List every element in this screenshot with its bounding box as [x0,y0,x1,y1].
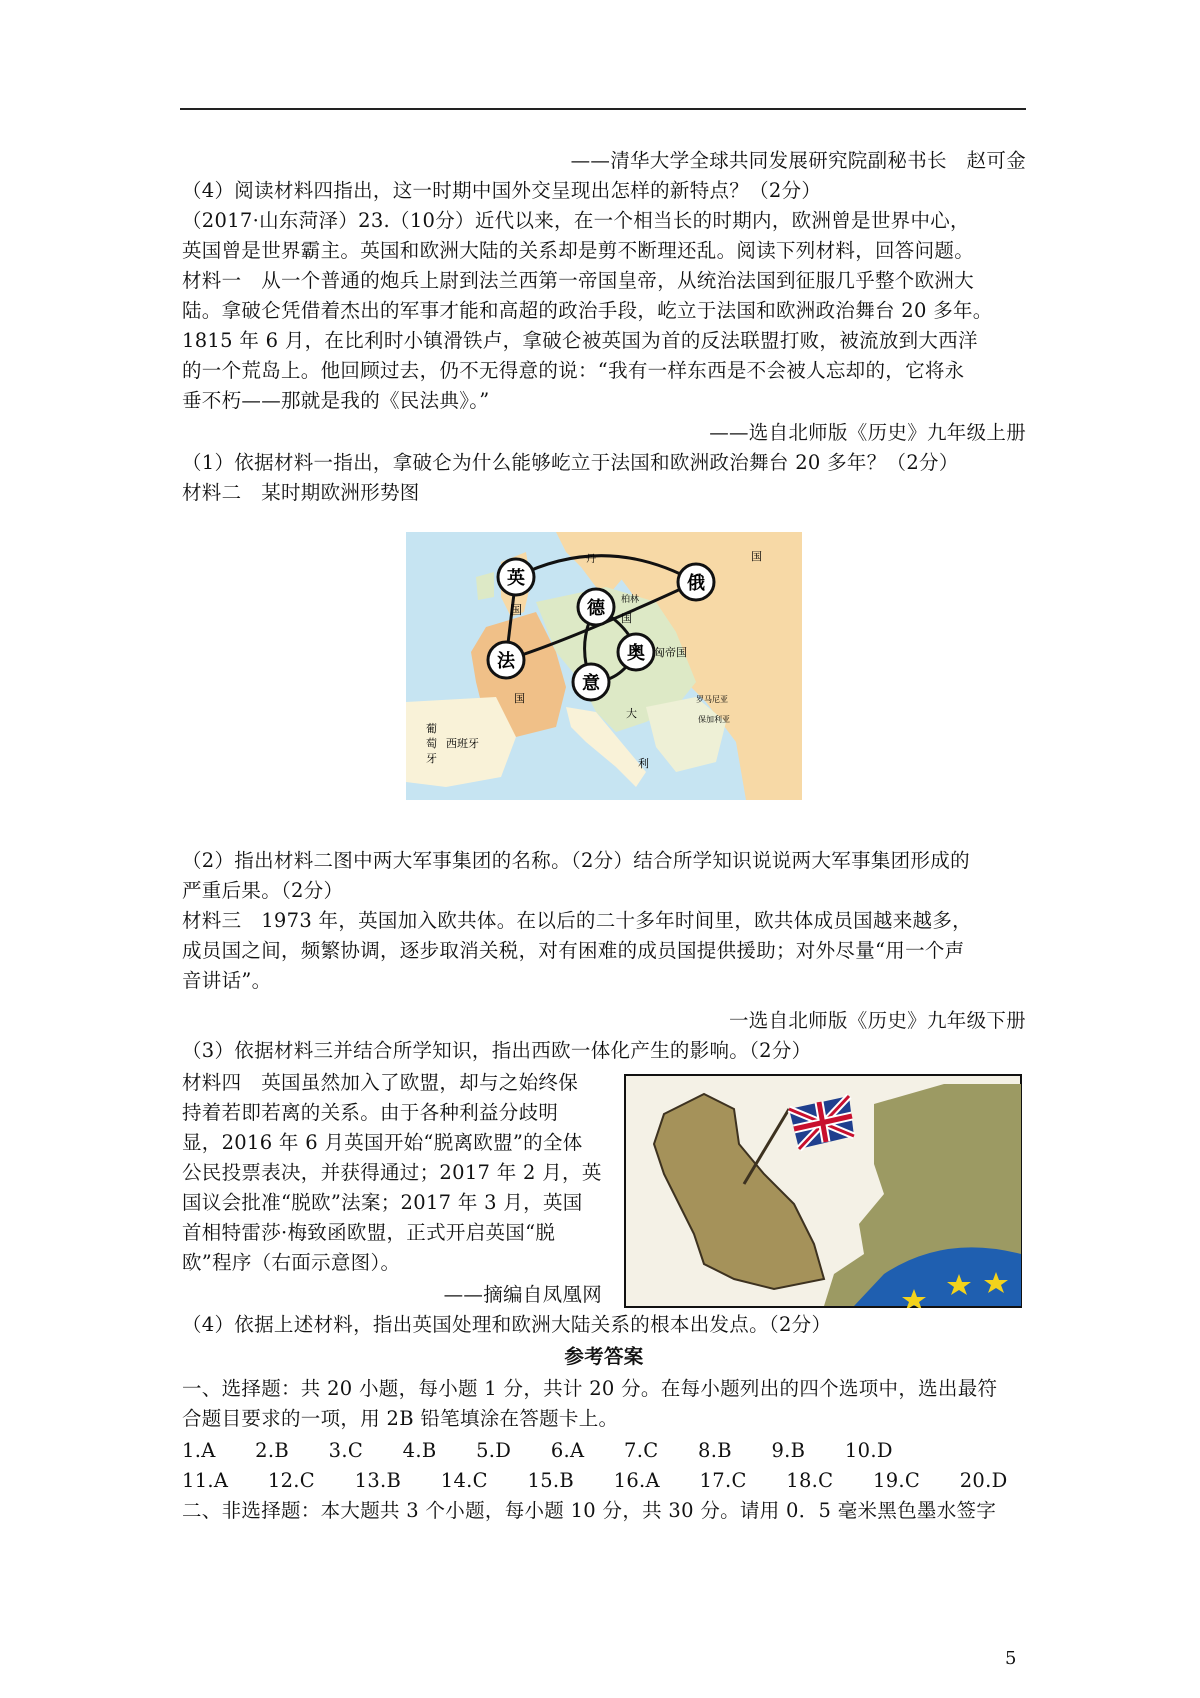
question-23-heading: （2017·山东菏泽）23.（10分）近代以来，在一个相当长的时期内，欧洲曾是世界中心， [182,209,970,232]
map-circle-label: 俄 [687,573,705,594]
map-circle-label: 法 [497,651,515,672]
map-circle-label: 意 [582,673,600,694]
material-2-title: 材料二 某时期欧洲形势图 [182,481,420,504]
map-label: 国 [509,603,523,617]
sub-question-1: （1）依据材料一指出，拿破仑为什么能够屹立于法国和欧洲政治舞台 20 多年？（2分） [182,451,959,474]
map-label: 西班牙 [446,737,479,750]
section-1-text: 一、选择题：共 20 小题，每小题 1 分，共计 20 分。在每小题列出的四个选项中，选出最符 [182,1377,998,1400]
section-1-text: 合题目要求的一项，用 2B 铅笔填涂在答题卡上。 [182,1407,619,1430]
header-rule [180,108,1026,110]
europe-map-figure [406,532,802,800]
brexit-cartoon-figure [624,1074,1022,1308]
material-3-source: 一选自北师版《历史》九年级下册 [728,1009,1026,1032]
map-circle-germany [578,589,614,625]
answer-row: 1.A 2.B 3.C 4.B 5.D 6.A 7.C 8.B 9.B 10.D [182,1439,893,1462]
map-circle-label: 英 [507,568,525,589]
map-label: 罗马尼亚 [696,695,728,704]
material-1-line: 的一个荒岛上。他回顾过去，仍不无得意的说：“我有一样东西是不会被人忘却的，它将永 [182,359,965,382]
map-label: 大 [626,707,637,720]
material-4-source: ——摘编自凤凰网 [443,1283,602,1306]
answers-title: 参考答案 [564,1345,644,1368]
material-1-line: 材料一 从一个普通的炮兵上尉到法兰西第一帝国皇帝，从统治法国到征服几乎整个欧洲大 [182,269,975,292]
map-circle-britain [498,559,534,595]
map-label: 保加利亚 [698,715,730,724]
material-1-line: 1815 年 6 月，在比利时小镇滑铁卢，拿破仑被英国为首的反法联盟打败，被流放到大西洋 [182,329,978,352]
material-4-line: 公民投票表决，并获得通过；2017 年 2 月，英 [182,1161,602,1184]
map-circle-russia [678,564,714,600]
material-4-line: 材料四 英国虽然加入了欧盟，却与之始终保 [182,1071,579,1094]
material-1-line: 陆。拿破仑凭借着杰出的军事才能和高超的政治手段，屹立于法国和欧洲政治舞台 20 多年。 [182,299,993,322]
map-circle-france [488,642,524,678]
map-label: 柏林 [621,595,640,605]
material-3-line: 材料三 1973 年，英国加入欧共体。在以后的二十多年时间里，欧共体成员国越来越多， [182,909,972,932]
material-4-line: 欧”程序（右面示意图）。 [182,1251,401,1274]
material-4-line: 首相特雷莎·梅致函欧盟，正式开启英国“脱 [182,1221,556,1244]
material-1-source: ——选自北师版《历史》九年级上册 [709,421,1026,444]
map-label: 葡 [426,722,437,735]
map-label: 国 [751,550,762,563]
map-label: 牙 [426,752,437,765]
map-label: 利 [638,757,649,770]
question-4-prev: （4）阅读材料四指出，这一时期中国外交呈现出怎样的新特点？（2分） [182,179,822,202]
material-4-line: 国议会批准“脱欧”法案；2017 年 3 月，英国 [182,1191,583,1214]
question-23-heading-2: 英国曾是世界霸主。英国和欧洲大陆的关系却是剪不断理还乱。阅读下列材料，回答问题。 [182,239,975,262]
page-number: 5 [1005,1648,1017,1669]
material-1-line: 垂不朽——那就是我的《民法典》。” [182,389,490,412]
map-circle-label: 奥 [627,643,645,664]
answer-row: 11.A 12.C 13.B 14.C 15.B 16.A 17.C 18.C 19.C 20.D [182,1469,1008,1492]
map-label: 国 [621,612,632,625]
map-circle-italy [573,664,609,700]
map-label: 匈帝国 [654,646,687,659]
section-2-text: 二、非选择题：本大题共 3 个小题，每小题 10 分，共 30 分。请用 0．5 毫米黑色墨水签字 [182,1499,997,1522]
material-3-line: 成员国之间，频繁协调，逐步取消关税，对有困难的成员国提供援助；对外尽量“用一个声 [182,939,965,962]
material-4-line: 持着若即若离的关系。由于各种利益分歧明 [182,1101,559,1124]
material-4-line: 显，2016 年 6 月英国开始“脱离欧盟”的全体 [182,1131,583,1154]
attribution: ——清华大学全球共同发展研究院副秘书长 赵可金 [570,149,1026,172]
sub-question-3: （3）依据材料三并结合所学知识，指出西欧一体化产生的影响。（2分） [182,1039,812,1062]
map-circle-label: 德 [587,598,605,619]
sub-question-4: （4）依据上述材料，指出英国处理和欧洲大陆关系的根本出发点。（2分） [182,1313,832,1336]
map-circle-austria [618,634,654,670]
material-3-line: 音讲话”。 [182,969,272,992]
map-label: 丹 [586,554,596,565]
sub-question-2: （2）指出材料二图中两大军事集团的名称。（2分）结合所学知识说说两大军事集团形成的 [182,849,970,872]
map-label: 萄 [426,737,437,750]
sub-question-2: 严重后果。（2分） [182,879,344,902]
map-label: 国 [514,692,525,705]
